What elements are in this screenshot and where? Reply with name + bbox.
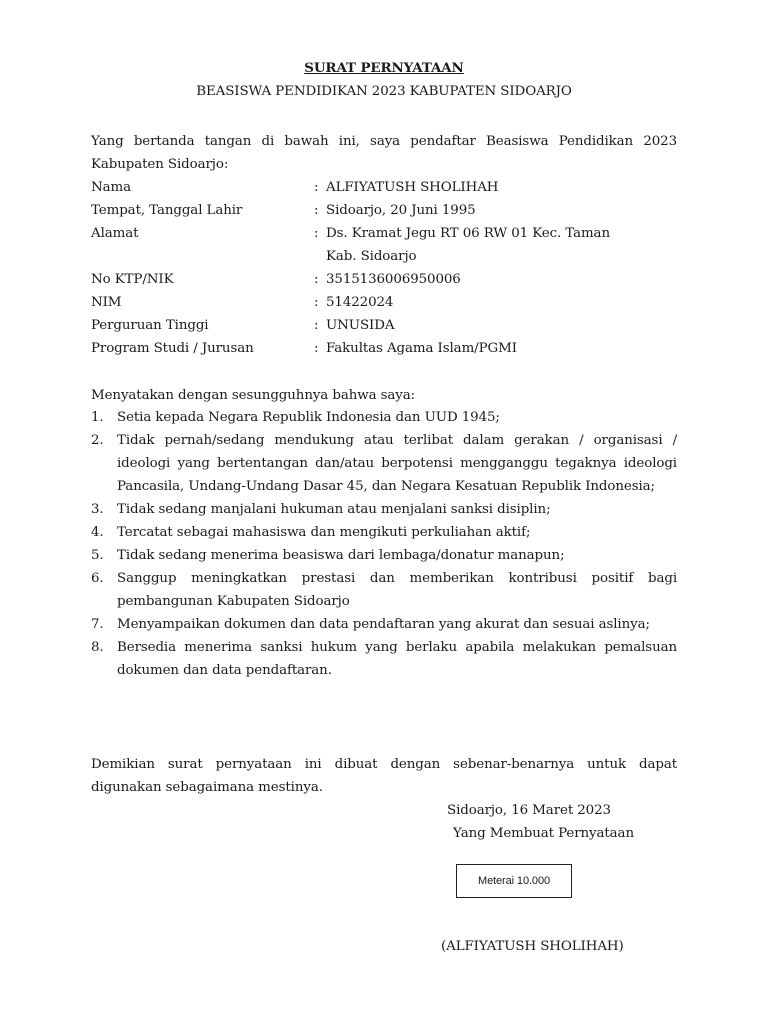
field-colon: : — [314, 295, 319, 310]
item-text: Tidak pernah/sedang mendukung atau terlibat dalam gerakan / organisasi / ideologi yang bertentangan dan/atau berpotensi mengganggu tegaknya ideologi Pancasila, Undang-Undang Dasar 45, dan Negara Kesatuan Republik Indonesia; — [117, 433, 677, 494]
item-number: 4. — [91, 525, 104, 540]
item-number: 1. — [91, 410, 104, 425]
field-value: ALFIYATUSH SHOLIHAH — [326, 180, 499, 195]
item-number: 3. — [91, 502, 104, 517]
place-date: Sidoarjo, 16 Maret 2023 — [447, 803, 611, 818]
field-colon: : — [314, 203, 319, 218]
list-item — [91, 498, 677, 521]
signer-name: (ALFIYATUSH SHOLIHAH) — [441, 939, 624, 954]
field-label: Tempat, Tanggal Lahir — [91, 203, 243, 218]
meterai-stamp-box: Meterai 10.000 — [456, 864, 572, 898]
item-text: Tercatat sebagai mahasiswa dan mengikuti perkuliahan aktif; — [117, 525, 531, 540]
item-text: Bersedia menerima sanksi hukum yang berlaku apabila melakukan pemalsuan dokumen dan data pendaftaran. — [117, 640, 677, 678]
field-label: Perguruan Tinggi — [91, 318, 209, 333]
list-item — [91, 544, 677, 567]
field-value: Fakultas Agama Islam/PGMI — [326, 341, 517, 356]
item-number: 8. — [91, 640, 104, 655]
statement-intro: Menyatakan dengan sesungguhnya bahwa saya: — [91, 388, 416, 403]
field-value: Ds. Kramat Jegu RT 06 RW 01 Kec. Taman Kab. Sidoarjo — [326, 226, 610, 264]
field-value: Sidoarjo, 20 Juni 1995 — [326, 203, 476, 218]
field-label: Nama — [91, 180, 131, 195]
item-number: 7. — [91, 617, 104, 632]
item-text: Tidak sedang menerima beasiswa dari lembaga/donatur manapun; — [117, 548, 565, 563]
field-value: 3515136006950006 — [326, 272, 461, 287]
list-item — [91, 429, 677, 498]
list-item — [91, 636, 677, 682]
letter-subtitle: BEASISWA PENDIDIKAN 2023 KABUPATEN SIDOARJO — [196, 84, 572, 99]
field-label: Program Studi / Jurusan — [91, 341, 254, 356]
field-value: UNUSIDA — [326, 318, 395, 333]
field-colon: : — [314, 226, 319, 241]
list-item — [91, 406, 677, 429]
field-label: NIM — [91, 295, 122, 310]
statement-list — [91, 406, 677, 682]
item-number: 2. — [91, 433, 104, 448]
field-label: No KTP/NIK — [91, 272, 174, 287]
item-text: Tidak sedang manjalani hukuman atau menjalani sanksi disiplin; — [117, 502, 551, 517]
field-colon: : — [314, 272, 319, 287]
intro-paragraph: Yang bertanda tangan di bawah ini, saya pendaftar Beasiswa Pendidikan 2023 Kabupaten Sidoarjo: — [91, 134, 677, 172]
maker-label: Yang Membuat Pernyataan — [453, 826, 634, 841]
field-colon: : — [314, 180, 319, 195]
list-item — [91, 567, 677, 613]
field-colon: : — [314, 318, 319, 333]
letter-title: SURAT PERNYATAAN — [304, 60, 464, 76]
closing-paragraph: Demikian surat pernyataan ini dibuat dengan sebenar-benarnya untuk dapat digunakan sebagaimana mestinya. — [91, 757, 677, 795]
list-item — [91, 613, 677, 636]
field-value: 51422024 — [326, 295, 394, 310]
item-text: Sanggup meningkatkan prestasi dan memberikan kontribusi positif bagi pembangunan Kabupaten Sidoarjo — [117, 571, 677, 609]
item-text: Setia kepada Negara Republik Indonesia dan UUD 1945; — [117, 410, 500, 425]
field-label: Alamat — [91, 226, 139, 241]
item-number: 5. — [91, 548, 104, 563]
field-colon: : — [314, 341, 319, 356]
list-item — [91, 521, 677, 544]
item-text: Menyampaikan dokumen dan data pendaftaran yang akurat dan sesuai aslinya; — [117, 617, 650, 632]
item-number: 6. — [91, 571, 104, 586]
